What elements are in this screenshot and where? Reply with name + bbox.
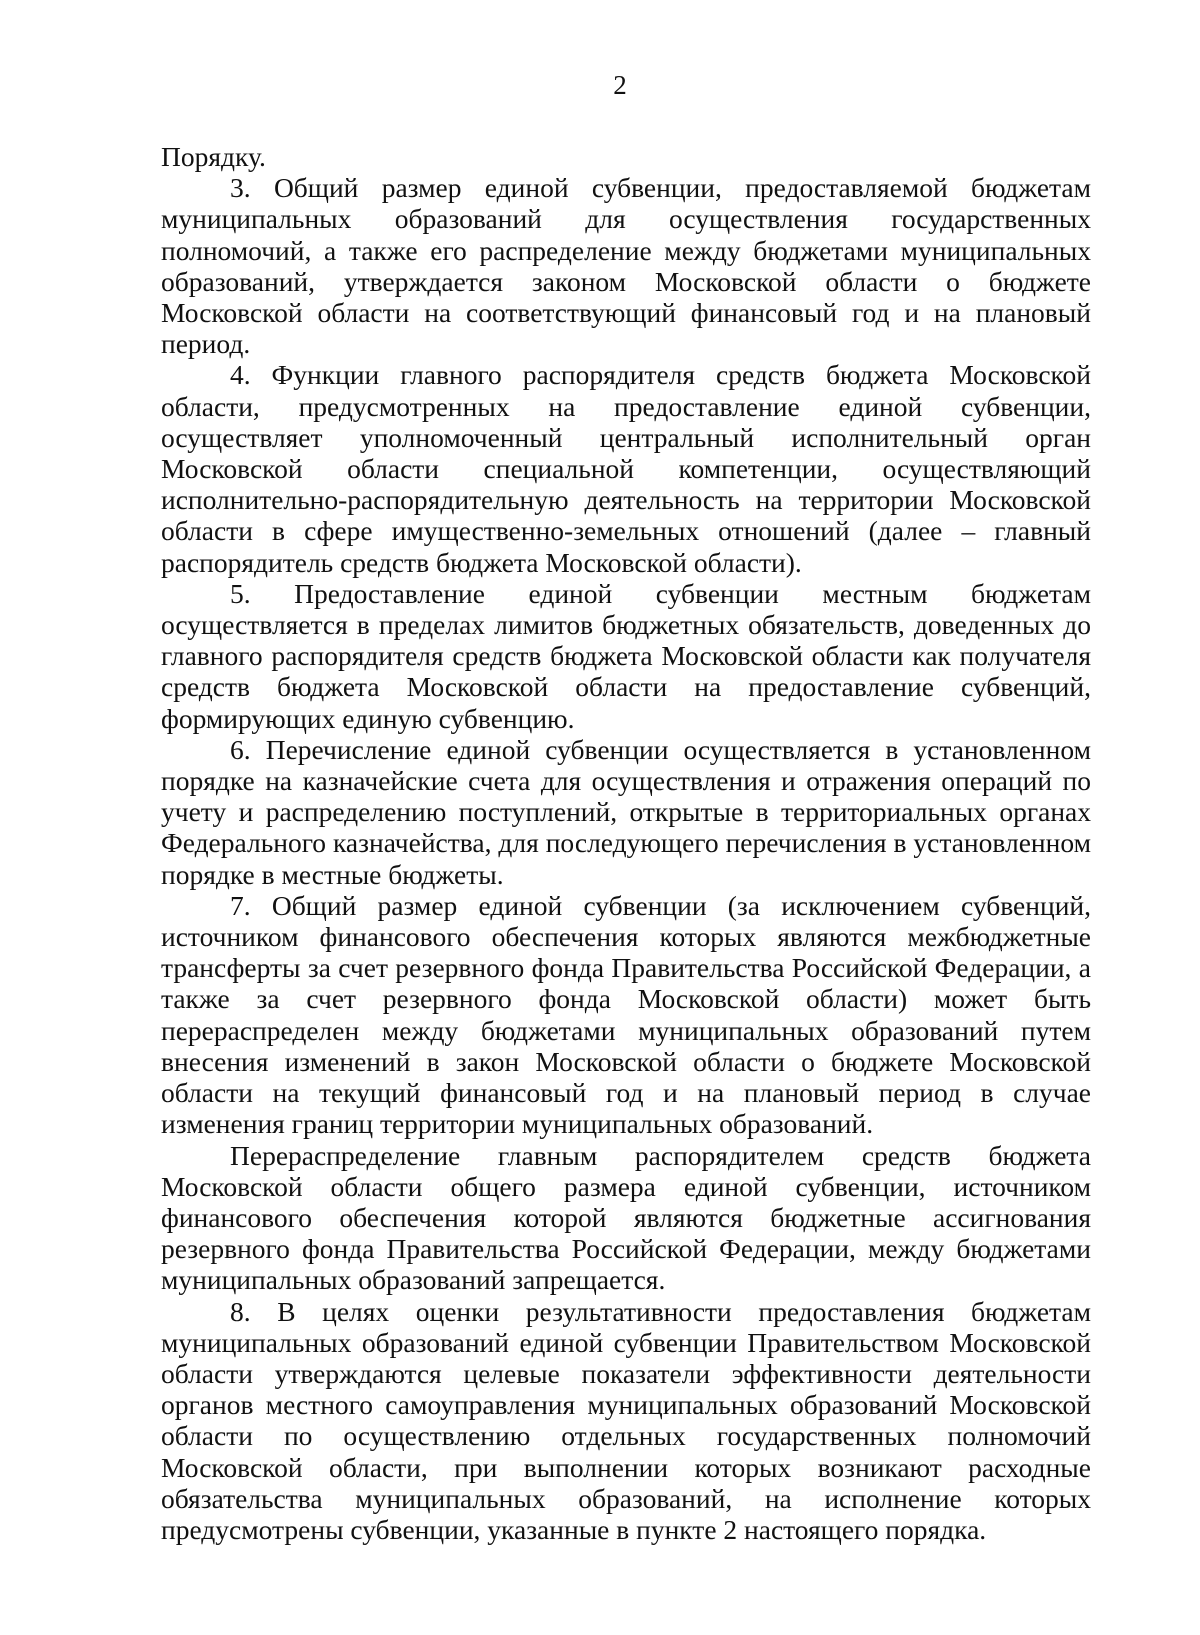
paragraph-item-8: 8. В целях оценки результативности предоставления бюджетам муниципальных образований единой субвенции Правительством Московской области утверждаются целевые показатели эффективности деятельности органов местного самоуправления муниципальных образований Московской области по осуществлению отдельных государственных полномочий Московской области, при выполнении которых возникают расходные обязательства муниципальных образований, на исполнение которых предусмотрены субвенции, указанные в пункте 2 настоящего порядка. (161, 1295, 1091, 1545)
paragraph-item-7: 7. Общий размер единой субвенции (за исключением субвенций, источником финансового обеспечения которых являются межбюджетные трансферты за счет резервного фонда Правительства Российской Федерации, а также за счет резервного фонда Московской области) может быть перераспределен между бюджетами муниципальных образований путем внесения изменений в закон Московской области о бюджете Московской области на текущий финансовый год и на плановый период в случае изменения границ территории муниципальных образований. (161, 889, 1091, 1140)
page-number: 2 (613, 70, 627, 100)
paragraph-redistribution: Перераспределение главным распорядителем средств бюджета Московской области общего размера единой субвенции, источником финансового обеспечения которой являются бюджетные ассигнования резервного фонда Правительства Российской Федерации, между бюджетами муниципальных образований запрещается. (161, 1139, 1091, 1296)
paragraph-item-6: 6. Перечисление единой субвенции осуществляется в установленном порядке на казначейские счета для осуществления и отражения операций по учету и распределению поступлений, открытые в территориальных органах Федерального казначейства, для последующего перечисления в установленном порядке в местные бюджеты. (161, 733, 1091, 890)
paragraph-item-3: 3. Общий размер единой субвенции, предоставляемой бюджетам муниципальных образований для осуществления государственных полномочий, а также его распределение между бюджетами муниципальных образований, утверждается законом Московской области о бюджете Московской области на соответствующий финансовый год и на плановый период. (161, 172, 1091, 360)
paragraph-continuation: Порядку. (161, 141, 266, 172)
document-body (161, 141, 1091, 1545)
paragraph-item-5: 5. Предоставление единой субвенции местным бюджетам осуществляется в пределах лимитов бюджетных обязательств, доведенных до главного распорядителя средств бюджета Московской области как получателя средств бюджета Московской области на предоставление субвенций, формирующих единую субвенцию. (161, 577, 1091, 734)
paragraph-item-4: 4. Функции главного распорядителя средств бюджета Московской области, предусмотренных на предоставление единой субвенции, осуществляет уполномоченный центральный исполнительный орган Московской области специальной компетенции, осуществляющий исполнительно-распорядительную деятельность на территории Московской области в сфере имущественно-земельных отношений (далее – главный распорядитель средств бюджета Московской области). (161, 359, 1091, 578)
